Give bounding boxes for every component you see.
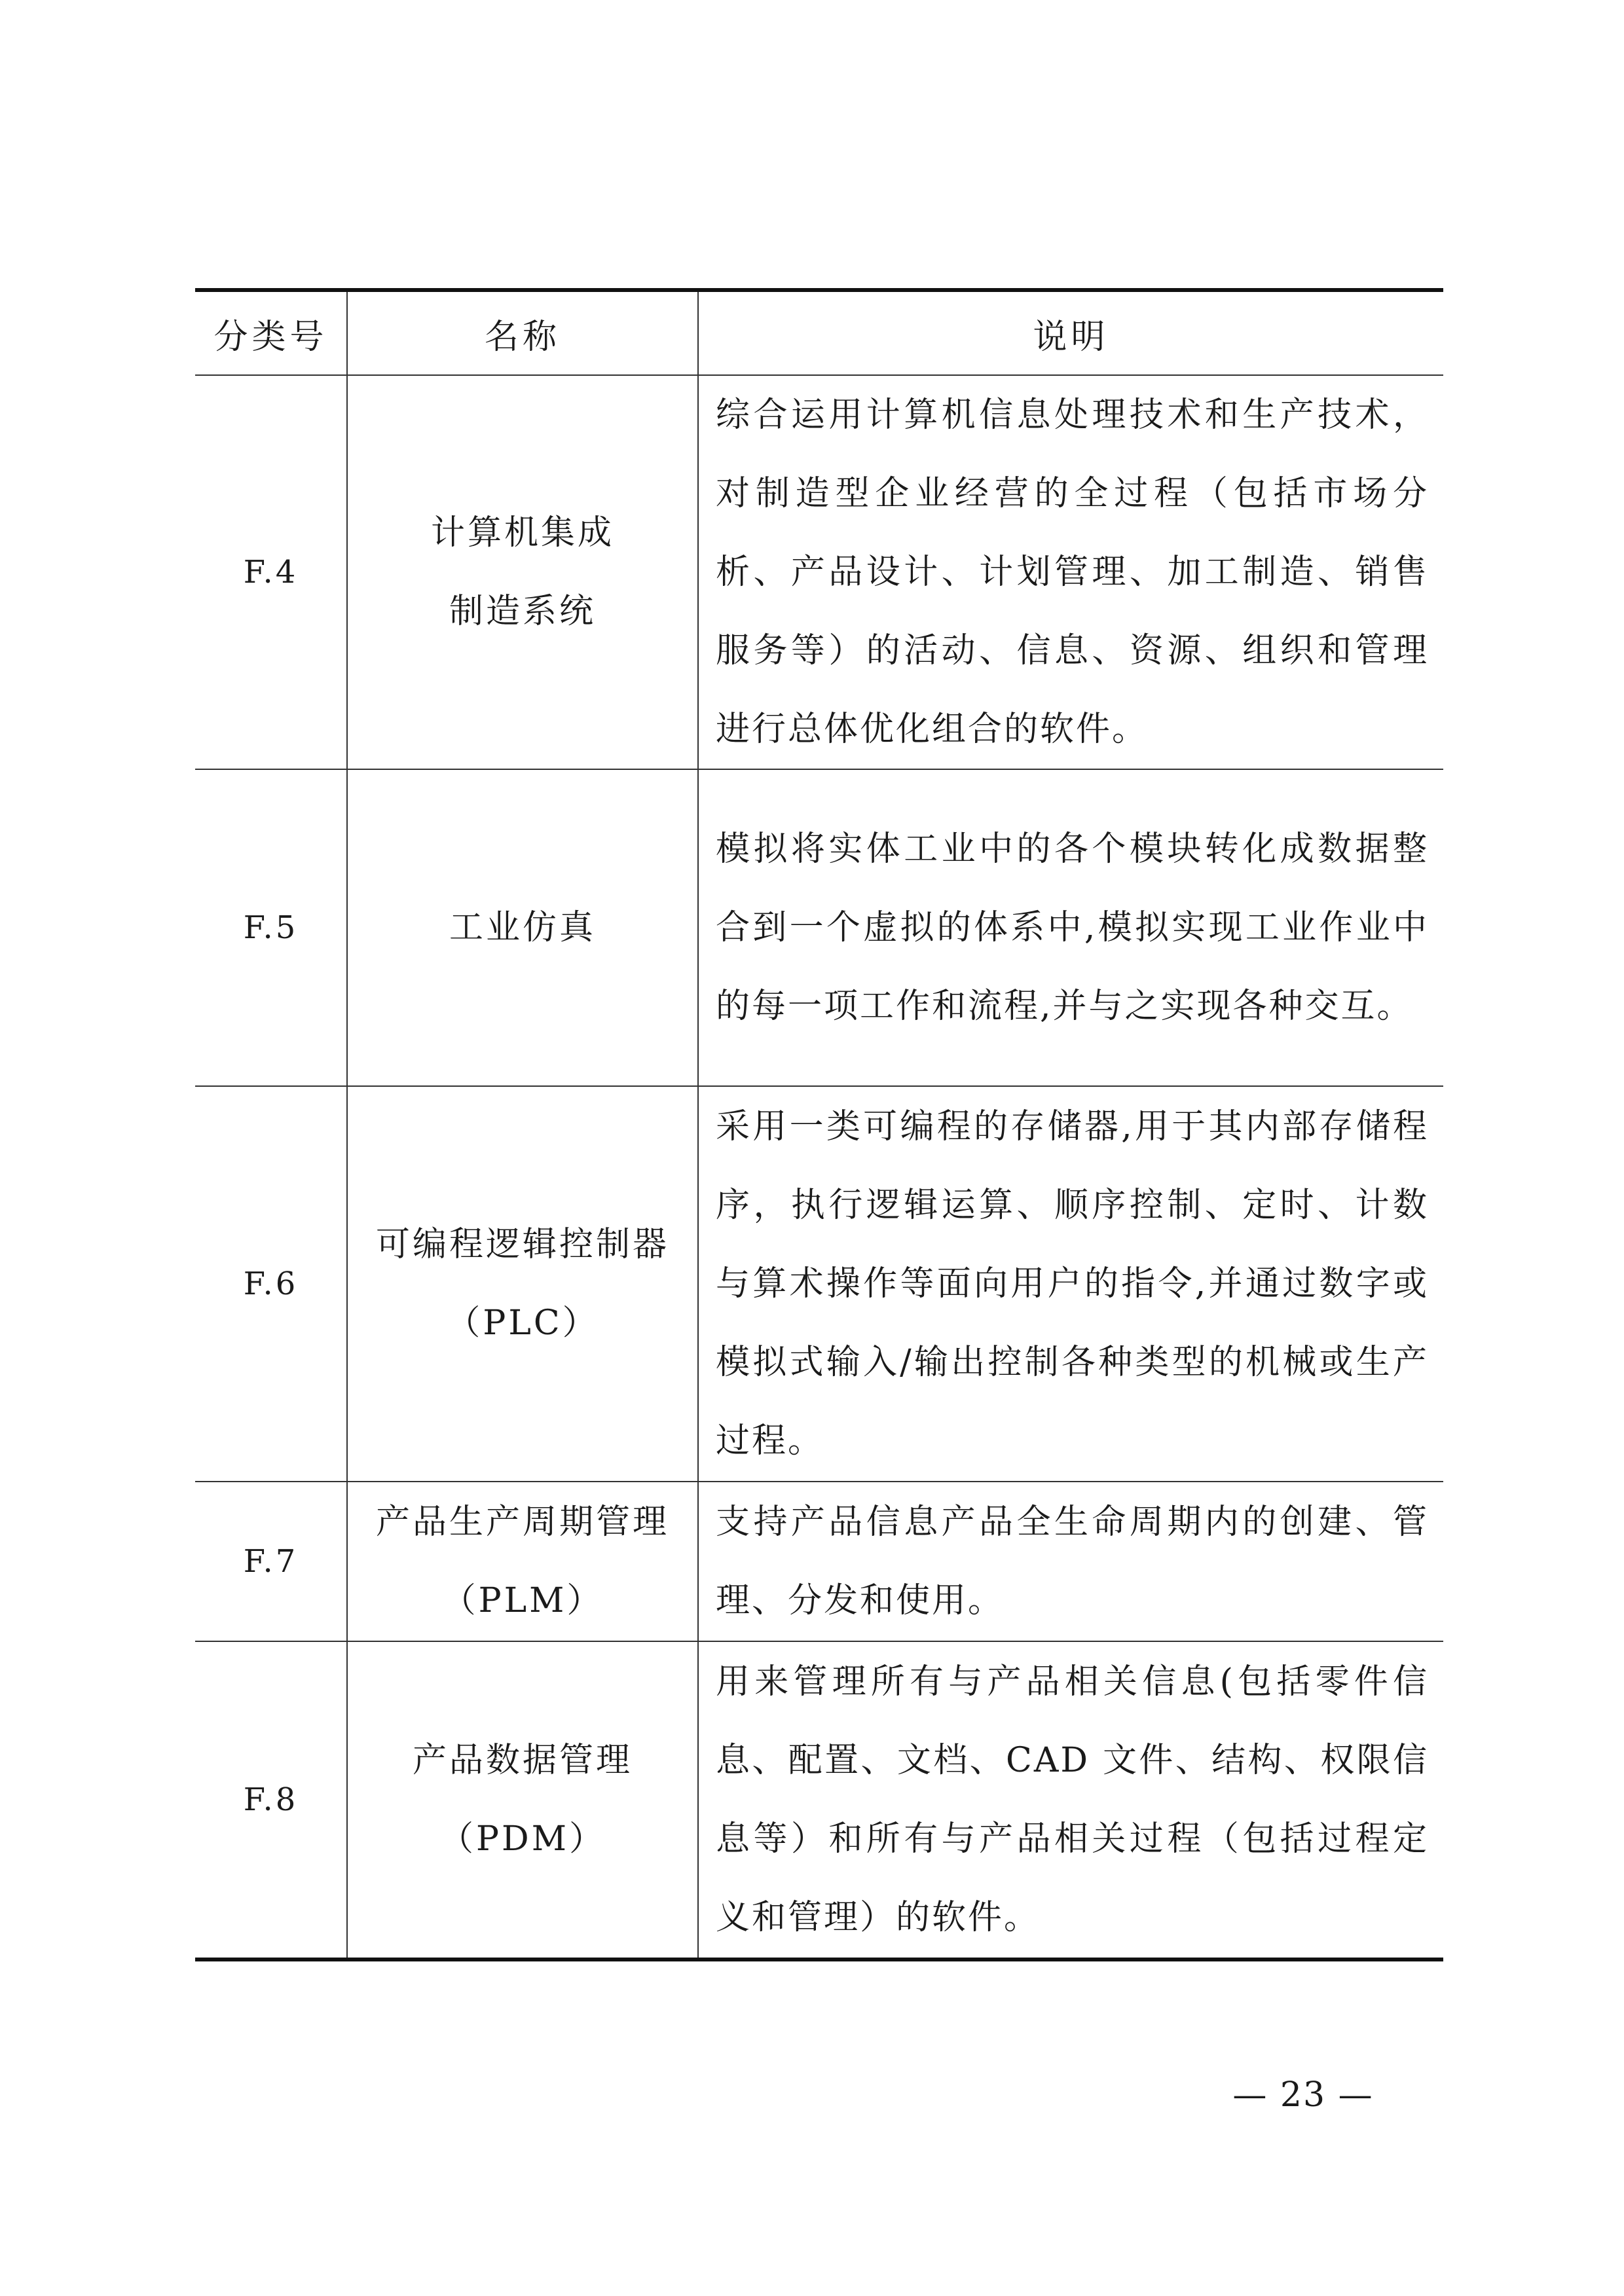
row-name xyxy=(347,769,698,1086)
row-name-line: 产品生产周期管理 xyxy=(375,1503,669,1542)
page-number: — 23 — xyxy=(1232,2075,1374,2115)
row-name-line: 工业仿真 xyxy=(449,908,596,947)
row-name xyxy=(347,1482,698,1641)
header-name: 名称 xyxy=(347,290,698,375)
row-description: 综合运用计算机信息处理技术和生产技术，对制造型企业经营的全过程（包括市场分析、产品设计、计划管理、加工制造、销售服务等）的活动、信息、资源、组织和管理进行总体优化组合的软件。 xyxy=(698,375,1443,769)
row-code: F.7 xyxy=(195,1482,347,1641)
table-row xyxy=(195,375,1443,769)
row-name-line: 可编程逻辑控制器 xyxy=(375,1225,669,1264)
table-row xyxy=(195,1641,1443,1959)
table-header-row xyxy=(195,290,1443,375)
row-description: 模拟将实体工业中的各个模块转化成数据整合到一个虚拟的体系中,模拟实现工业作业中的每一项工作和流程,并与之实现各种交互。 xyxy=(698,769,1443,1086)
row-code: F.8 xyxy=(195,1641,347,1959)
classification-table xyxy=(195,288,1443,1961)
row-description: 支持产品信息产品全生命周期内的创建、管理、分发和使用。 xyxy=(698,1482,1443,1641)
table-row xyxy=(195,1086,1443,1482)
row-name-line: （PLM） xyxy=(441,1581,604,1620)
table-row xyxy=(195,1482,1443,1641)
header-code: 分类号 xyxy=(195,290,347,375)
row-name-line: （PDM） xyxy=(439,1819,606,1859)
row-description: 用来管理所有与产品相关信息(包括零件信息、配置、文档、CAD 文件、结构、权限信息等）和所有与产品相关过程（包括过程定义和管理）的软件。 xyxy=(698,1641,1443,1959)
table-row xyxy=(195,769,1443,1086)
header-description: 说明 xyxy=(698,290,1443,375)
row-code: F.5 xyxy=(195,769,347,1086)
row-name xyxy=(347,375,698,769)
row-name-line: 计算机集成 xyxy=(430,513,614,553)
row-name-line: 制造系统 xyxy=(449,592,596,631)
row-code: F.4 xyxy=(195,375,347,769)
row-description: 采用一类可编程的存储器,用于其内部存储程序，执行逻辑运算、顺序控制、定时、计数与算术操作等面向用户的指令,并通过数字或模拟式输入/输出控制各种类型的机械或生产过程。 xyxy=(698,1086,1443,1482)
row-name-line: （PLC） xyxy=(446,1303,599,1343)
row-code: F.6 xyxy=(195,1086,347,1482)
row-name xyxy=(347,1086,698,1482)
row-name xyxy=(347,1641,698,1959)
row-name-line: 产品数据管理 xyxy=(412,1741,633,1780)
